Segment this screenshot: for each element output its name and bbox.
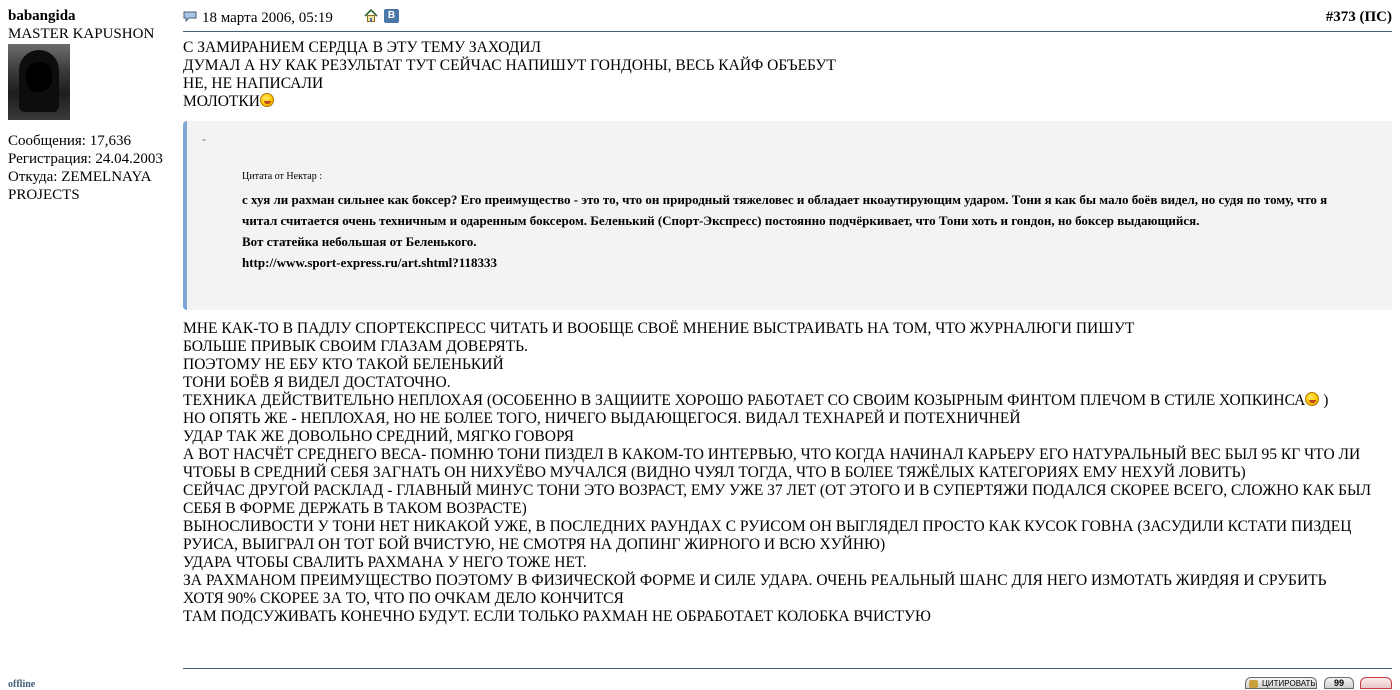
quote-dash: - (202, 132, 206, 146)
post-container (183, 7, 1392, 626)
post-line: УДАР ТАК ЖЕ ДОВОЛЬНО СРЕДНИЙ, МЯГКО ГОВОРЯ (183, 428, 574, 445)
quick-reply-button[interactable] (1360, 677, 1392, 689)
post-line: ЗА РАХМАНОМ ПРЕИМУЩЕСТВО ПОЭТОМУ В ФИЗИЧЕСКОЙ ФОРМЕ И СИЛЕ УДАРА. ОЧЕНЬ РЕАЛЬНЫЙ ШАНС ДЛЯ НЕГО ИЗМОТАТЬ ЖИРДЯЯ И СРУБИТЬ (183, 572, 1327, 589)
smiley-icon (1305, 392, 1319, 406)
post-line (183, 392, 1392, 410)
post-line: УДАРА ЧТОБЫ СВАЛИТЬ РАХМАНА У НЕГО ТОЖЕ НЕТ. (183, 554, 587, 571)
avatar (8, 44, 70, 120)
post-line: НЕ, НЕ НАПИСАЛИ (183, 75, 324, 92)
user-title: MASTER KAPUSHON (8, 26, 155, 42)
post-number-area (1326, 9, 1392, 26)
vk-share-icon[interactable]: В (384, 9, 399, 23)
post-line-text: ТЕХНИКА ДЕЙСТВИТЕЛЬНО НЕПЛОХАЯ (ОСОБЕННО В ЗАЩИИТЕ ХОРОШО РАБОТАЕТ СО СВОИМ КОЗЫРНЫМ ФИНТОМ ПЛЕЧОМ В СТИЛЕ ХОПКИНСА (183, 392, 1306, 409)
post-line: ТОНИ БОЁВ Я ВИДЕЛ ДОСТАТОЧНО. (183, 374, 451, 391)
quote-block (183, 121, 1392, 310)
user-location: Откуда: ZEMELNAYA PROJECTS (8, 169, 151, 203)
quote-button[interactable]: ЦИТИРОВАТЬ (1245, 677, 1317, 689)
post-line: ДУМАЛ А НУ КАК РЕЗУЛЬТАТ ТУТ СЕЙЧАС НАПИШУТ ГОНДОНЫ, ВЕСЬ КАЙФ ОБЪЕБУТ (183, 57, 836, 74)
post-line: БОЛЬШЕ ПРИВЫК СВОИМ ГЛАЗАМ ДОВЕРЯТЬ. (183, 338, 528, 355)
post-line: ТАМ ПОДСУЖИВАТЬ КОНЕЧНО БУДУТ. ЕСЛИ ТОЛЬКО РАХМАН НЕ ОБРАБОТАЕТ КОЛОБКА ВЧИСТУЮ (183, 608, 931, 625)
post-number-link[interactable]: #373 (1325, 9, 1356, 25)
post-body (183, 39, 1392, 626)
username-link[interactable]: babangida (8, 8, 76, 24)
quote-line: Вот статейка небольшая от Беленького. (242, 234, 477, 249)
post-line (183, 93, 1392, 111)
home-icon[interactable] (364, 9, 378, 23)
registration-date: Регистрация: 24.04.2003 (8, 151, 163, 167)
post-line-text: ) (1319, 392, 1329, 409)
post-line: ХОТЯ 90% СКОРЕЕ ЗА ТО, ЧТО ПО ОЧКАМ ДЕЛО КОНЧИТСЯ (183, 590, 624, 607)
post-icon (183, 11, 197, 22)
post-date: 18 марта 2006, 05:19 (202, 10, 333, 26)
post-footer (183, 668, 1392, 689)
pm-link[interactable]: (ПС) (1359, 9, 1392, 25)
post-line: СЕЙЧАС ДРУГОЙ РАСКЛАД - ГЛАВНЫЙ МИНУС ТОНИ ЭТО ВОЗРАСТ, ЕМУ УЖЕ 37 ЛЕТ (ОТ ЭТОГО И В СУПЕРТЯЖИ ПОДАЛСЯ СКОРЕЕ ВСЕГО, СЛОЖНО КАК БЫЛ СЕБЯ В ФОРМЕ ДЕРЖАТЬ В ТАКОМ ВОЗРАСТЕ) (183, 482, 1372, 517)
quote-author: Цитата от Нектар : (242, 171, 323, 182)
quote-inner (242, 168, 1332, 273)
quote-paragraph: с хуя ли рахман сильнее как боксер? Его преимущество - это то, что он природный тяжеловес и обладает нкоаутирующим ударом. Тони я как бы мало боёв видел, но судя по тому, что я читал считается очень техничным и одаренным боксером. Беленький (Спорт-Экспресс) постоянно подчёркивает, что Тони хоть и гондон, но боксер выдающийся. (242, 192, 1328, 228)
post-line: МНЕ КАК-ТО В ПАДЛУ СПОРТЕКСПРЕСС ЧИТАТЬ И ВООБЩЕ СВОЁ МНЕНИЕ ВЫСТРАИВАТЬ НА ТОМ, ЧТО ЖУРНАЛЮГИ ПИШУТ (183, 320, 1135, 337)
post-line: ЧТОБЫ В СРЕДНИЙ СЕБЯ ЗАГНАТЬ ОН НИХУЁВО МУЧАЛСЯ (ВИДНО ЧУЯЛ ТОГДА, ЧТО В БОЛЕЕ ТЯЖЁЛЫХ КАТЕГОРИЯХ ЕМУ НЕХУЙ ЛОВИТЬ) (183, 464, 1246, 481)
multiquote-button[interactable]: 99 (1324, 677, 1354, 689)
post-count: Сообщения: 17,636 (8, 133, 131, 149)
quote-text (242, 189, 1332, 273)
post-line: А ВОТ НАСЧЁТ СРЕДНЕГО ВЕСА- ПОМНЮ ТОНИ ПИЗДЕЛ В КАКОМ-ТО ИНТЕРВЬЮ, ЧТО КОГДА НАЧИНАЛ КАРЬЕРУ ЕГО НАТУРАЛЬНЫЙ ВЕС БЫЛ 95 КГ ЧТО ЛИ (183, 446, 1361, 463)
smiley-icon (260, 93, 274, 107)
user-info-panel (8, 7, 180, 204)
post-line-text: МОЛОТКИ (183, 93, 260, 110)
post-line: НО ОПЯТЬ ЖЕ - НЕПЛОХАЯ, НО НЕ БОЛЕЕ ТОГО, НИЧЕГО ВЫДАЮЩЕГОСЯ. ВИДАЛ ТЕХНАРЕЙ И ПОТЕХНИЧНЕЙ (183, 410, 1021, 427)
online-status: offline (8, 679, 36, 690)
post-line: ВЫНОСЛИВОСТИ У ТОНИ НЕТ НИКАКОЙ УЖЕ, В ПОСЛЕДНИХ РАУНДАХ С РУИСОМ ОН ВЫГЛЯДЕЛ ПРОСТО КАК КУСОК ГОВНА (ЗАСУДИЛИ КСТАТИ ПИЗДЕЦ РУИСА, ВЫИГРАЛ ОН ТОТ БОЙ ВЧИСТУЮ, НЕ СМОТРЯ НА ДОПИНГ ЖИРНОГО И ВСЮ ХУЙНЮ) (183, 518, 1352, 553)
post-line: С ЗАМИРАНИЕМ СЕРДЦА В ЭТУ ТЕМУ ЗАХОДИЛ (183, 39, 541, 56)
quote-link[interactable]: http://www.sport-express.ru/art.shtml?118333 (242, 255, 498, 270)
post-header (183, 7, 1392, 32)
post-line: ПОЭТОМУ НЕ ЕБУ КТО ТАКОЙ БЕЛЕНЬКИЙ (183, 356, 504, 373)
